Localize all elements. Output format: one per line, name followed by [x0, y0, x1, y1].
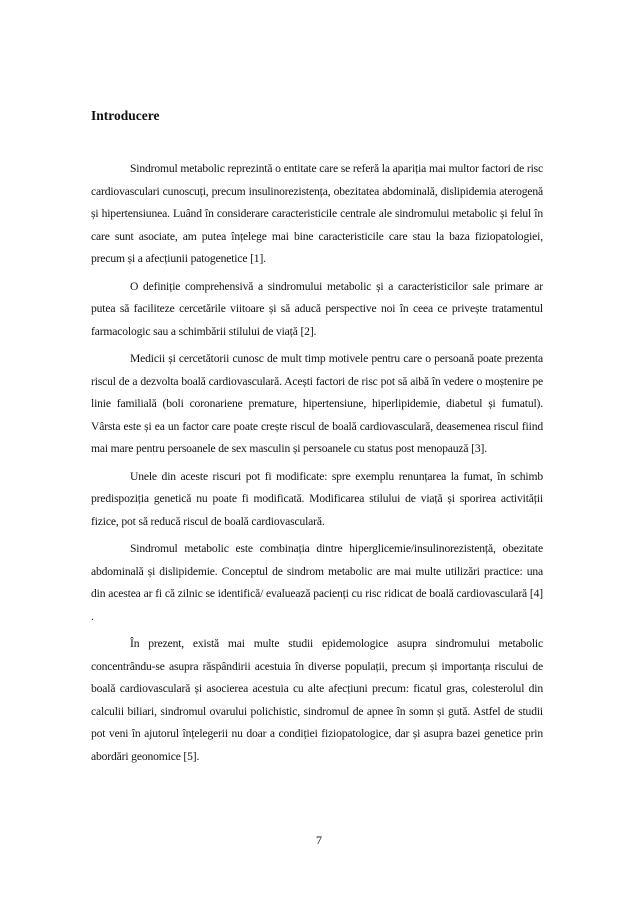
paragraph-1: Sindromul metabolic reprezintă o entitate care se referă la apariția mai multor factori de risc cardiovasculari cunoscuți, precum insulinorezistența, obezitatea abdominală, dislipidemia aterogenă și hipertensiunea. Luând în considerare caracteristicile centrale ale sindromului metabolic și felul în care sunt asociate, am putea înțelege mai bine caracteristicile care stau la baza fiziopatologiei, precum și a afecțiunii patogenetice [1].	[91, 162, 543, 265]
paragraph-5: Sindromul metabolic este combinația dintre hiperglicemie/insulinorezistență, obezitate abdominală și dislipidemie. Conceptul de sindrom metabolic are mai multe utilizări practice: una din acestea ar fi că zilnic se identifică/ evaluează pacienți cu risc ridicat de boală cardiovasculară [4] .	[91, 542, 543, 623]
document-body	[91, 158, 543, 773]
section-heading: Introducere	[91, 108, 160, 123]
paragraph-2: O definiție comprehensivă a sindromului metabolic și a caracteristicilor sale primare ar putea să faciliteze cercetările viitoare și să aducă perspective noi în ceea ce privește tratamentul farmacologic sau a schimbării stilului de viață [2].	[91, 279, 543, 338]
paragraph-4: Unele din aceste riscuri pot fi modificate: spre exemplu renunțarea la fumat, în schimb predispoziția genetică nu poate fi modificată. Modificarea stilului de viață și sporirea activității fizice, pot să reducă riscul de boală cardiovasculară.	[91, 469, 543, 528]
page-number: 7	[316, 833, 322, 847]
paragraph-3: Medicii și cercetătorii cunosc de mult timp motivele pentru care o persoană poate prezenta riscul de a dezvolta boală cardiovasculară. Acești factori de risc pot să aibă în vedere o moștenire pe linie familială (boli coronariene premature, hipertensiune, hiperlipidemie, diabetul și fumatul). Vârsta este și ea un factor care poate crește riscul de boală cardiovasculară, deasemenea riscul fiind mai mare pentru persoanele de sex masculin și persoanele cu status post menopauză [3].	[91, 352, 543, 455]
paragraph-6: În prezent, există mai multe studii epidemologice asupra sindromului metabolic concentrându-se asupra răspândirii acestuia în diverse populații, precum și importanța riscului de boală cardiovasculară și asocierea acestuia cu alte afecțiuni precum: ficatul gras, colesterolul din calculii biliari, sindromul ovarului polichistic, sindromul de apnee în somn și gută. Astfel de studii pot veni în ajutorul înțelegerii nu doar a condiției fiziopatologice, dar și asupra bazei genetice prin abordări geonomice [5].	[91, 637, 543, 763]
